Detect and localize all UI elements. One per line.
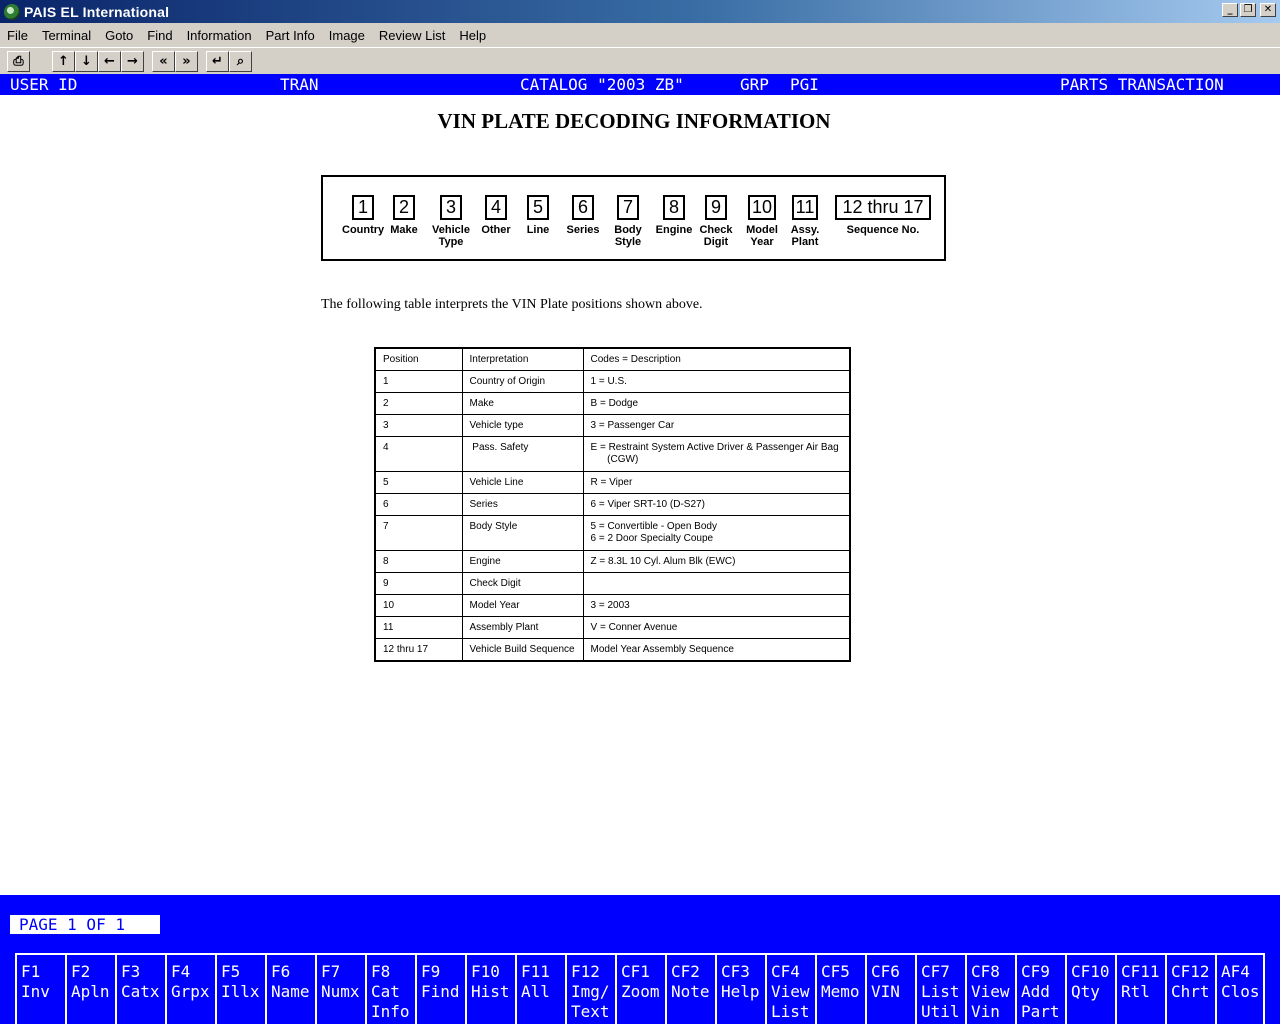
codes-cell: Z = 8.3L 10 Cyl. Alum Blk (EWC)	[583, 551, 850, 573]
table-row	[375, 595, 850, 617]
codes-cell: Model Year Assembly Sequence	[583, 639, 850, 662]
interpretation-cell: Check Digit	[462, 573, 583, 595]
vin-position-label: Other	[481, 224, 511, 236]
interpretation-cell: Vehicle Line	[462, 472, 583, 494]
function-key-area	[0, 895, 1280, 1024]
table-header-row	[375, 348, 850, 371]
vin-position-number: 1	[352, 195, 374, 220]
fkey-cf6-vin[interactable]: CF6 VIN	[865, 953, 915, 1024]
interpretation-cell: Pass. Safety	[462, 437, 583, 472]
arrow-right-icon[interactable]: →	[121, 51, 144, 72]
minimize-icon[interactable]: _	[1222, 3, 1238, 17]
arrow-down-icon[interactable]: ↓	[75, 51, 98, 72]
vin-position-number: 11	[792, 195, 819, 220]
pgi-label: PGI	[790, 75, 819, 94]
vin-position	[523, 195, 553, 236]
status-header	[0, 74, 1280, 95]
menu-file[interactable]: File	[7, 27, 28, 43]
function-key-bar	[15, 953, 1265, 1024]
fkey-f8-cat-info[interactable]: F8 Cat Info	[365, 953, 415, 1024]
codes-cell: 5 = Convertible - Open Body 6 = 2 Door Specialty Coupe	[583, 516, 850, 551]
intro-text: The following table interprets the VIN Plate positions shown above.	[321, 297, 703, 312]
catalog-label: CATALOG "2003 ZB"	[520, 75, 684, 94]
vin-position-number: 12 thru 17	[835, 195, 931, 220]
table-row	[375, 437, 850, 472]
menu-goto[interactable]: Goto	[105, 27, 134, 43]
position-cell: 7	[375, 516, 462, 551]
codes-cell: R = Viper	[583, 472, 850, 494]
codes-cell: 3 = 2003	[583, 595, 850, 617]
interpretation-cell: Country of Origin	[462, 371, 583, 393]
table-row	[375, 516, 850, 551]
codes-cell: 6 = Viper SRT-10 (D-S27)	[583, 494, 850, 516]
interpretation-cell: Vehicle Build Sequence	[462, 639, 583, 662]
arrow-up-icon[interactable]: ↑	[52, 51, 75, 72]
fkey-cf5-memo[interactable]: CF5 Memo	[815, 953, 865, 1024]
vin-position-number: 2	[393, 195, 415, 220]
vin-position-label: Make	[390, 224, 418, 236]
position-cell: 9	[375, 573, 462, 595]
vin-position-label: Assy. Plant	[790, 224, 820, 248]
vin-position-label: Country	[342, 224, 385, 236]
vin-position-number: 10	[748, 195, 776, 220]
toolbar	[0, 47, 1280, 74]
vin-position-number: 4	[485, 195, 507, 220]
close-icon[interactable]: ✕	[1260, 3, 1276, 17]
fkey-cf8-view-vin[interactable]: CF8 View Vin	[965, 953, 1015, 1024]
fkey-f4-grpx[interactable]: F4 Grpx	[165, 953, 215, 1024]
enter-icon[interactable]: ↵	[206, 51, 229, 72]
menu-part-info[interactable]: Part Info	[265, 27, 315, 43]
vin-position	[743, 195, 781, 248]
vin-position-number: 7	[617, 195, 639, 220]
menu-review-list[interactable]: Review List	[378, 27, 446, 43]
vin-position-label: Series	[566, 224, 600, 236]
fkey-f7-numx[interactable]: F7 Numx	[315, 953, 365, 1024]
vin-position	[427, 195, 475, 248]
fkey-f5-illx[interactable]: F5 Illx	[215, 953, 265, 1024]
position-cell: 3	[375, 415, 462, 437]
menu-terminal[interactable]: Terminal	[41, 27, 92, 43]
table-row	[375, 639, 850, 662]
grp-label: GRP	[740, 75, 769, 94]
position-cell: 4	[375, 437, 462, 472]
vin-position	[787, 195, 823, 248]
fkey-cf10-qty[interactable]: CF10 Qty	[1065, 953, 1115, 1024]
fkey-cf7-list-util[interactable]: CF7 List Util	[915, 953, 965, 1024]
fkey-f12-img-text[interactable]: F12 Img/ Text	[565, 953, 615, 1024]
interpretation-cell: Vehicle type	[462, 415, 583, 437]
menu-image[interactable]: Image	[328, 27, 365, 43]
fkey-f11-all[interactable]: F11 All	[515, 953, 565, 1024]
table-row	[375, 551, 850, 573]
position-cell: 1	[375, 371, 462, 393]
vin-position-label: Engine	[655, 224, 693, 236]
column-header: Interpretation	[462, 348, 583, 371]
vin-position-number: 8	[663, 195, 685, 220]
menu-help[interactable]: Help	[459, 27, 487, 43]
vin-position-number: 5	[527, 195, 549, 220]
fkey-f2-apln[interactable]: F2 Apln	[65, 953, 115, 1024]
fkey-f6-name[interactable]: F6 Name	[265, 953, 315, 1024]
vin-position-label: Line	[526, 224, 550, 236]
restore-icon[interactable]: ❐	[1240, 3, 1256, 17]
vin-position-label: Vehicle Type	[432, 224, 470, 248]
vin-position-number: 6	[572, 195, 594, 220]
position-cell: 8	[375, 551, 462, 573]
table-row	[375, 494, 850, 516]
page-back-icon[interactable]: «	[152, 51, 175, 72]
title-bar	[0, 0, 1280, 23]
document-area	[0, 95, 1280, 895]
fkey-cf4-view-list[interactable]: CF4 View List	[765, 953, 815, 1024]
arrow-left-icon[interactable]: ←	[98, 51, 121, 72]
table-row	[375, 617, 850, 639]
interpretation-cell: Engine	[462, 551, 583, 573]
fkey-f3-catx[interactable]: F3 Catx	[115, 953, 165, 1024]
fkey-cf2-note[interactable]: CF2 Note	[665, 953, 715, 1024]
fkey-f9-find[interactable]: F9 Find	[415, 953, 465, 1024]
fkey-cf11-rtl[interactable]: CF11 Rtl	[1115, 953, 1165, 1024]
window-controls	[1222, 3, 1276, 17]
codes-cell: B = Dodge	[583, 393, 850, 415]
page-forward-icon[interactable]: »	[175, 51, 198, 72]
table-row	[375, 472, 850, 494]
position-cell: 5	[375, 472, 462, 494]
page-title: VIN PLATE DECODING INFORMATION	[437, 109, 831, 133]
vin-position-label: Body Style	[614, 224, 642, 248]
interpretation-cell: Assembly Plant	[462, 617, 583, 639]
codes-cell: E = Restraint System Active Driver & Passenger Air Bag (CGW)	[583, 437, 850, 472]
window-title: PAIS EL International	[24, 3, 170, 20]
vin-position-label: Check Digit	[699, 224, 733, 248]
position-cell: 2	[375, 393, 462, 415]
vin-position	[611, 195, 645, 248]
fkey-cf9-add-part[interactable]: CF9 Add Part	[1015, 953, 1065, 1024]
column-header: Position	[375, 348, 462, 371]
search-icon[interactable]: ⌕	[229, 51, 252, 72]
fkey-f10-hist[interactable]: F10 Hist	[465, 953, 515, 1024]
fkey-cf12-chrt[interactable]: CF12 Chrt	[1165, 953, 1215, 1024]
user-id-label: USER ID	[10, 75, 78, 94]
interpretation-cell: Body Style	[462, 516, 583, 551]
vin-decoding-table	[374, 347, 851, 662]
fkey-cf1-zoom[interactable]: CF1 Zoom	[615, 953, 665, 1024]
position-cell: 12 thru 17	[375, 639, 462, 662]
interpretation-cell: Make	[462, 393, 583, 415]
vin-position	[563, 195, 603, 236]
vin-position-label: Sequence No.	[846, 224, 920, 236]
vin-position	[478, 195, 514, 236]
menu-information[interactable]: Information	[186, 27, 252, 43]
table-row	[375, 415, 850, 437]
codes-cell	[583, 573, 850, 595]
codes-cell: 1 = U.S.	[583, 371, 850, 393]
vin-position	[697, 195, 735, 248]
table-row	[375, 393, 850, 415]
interpretation-cell: Model Year	[462, 595, 583, 617]
vin-position-number: 3	[440, 195, 462, 220]
tran-label: TRAN	[280, 75, 319, 94]
page-indicator: PAGE 1 OF 1	[10, 915, 160, 934]
vin-position	[389, 195, 419, 236]
menu-bar	[0, 23, 1280, 47]
vin-position	[835, 195, 931, 236]
column-header: Codes = Description	[583, 348, 850, 371]
parts-transaction-label: PARTS TRANSACTION	[1060, 75, 1224, 94]
vin-position-number: 9	[705, 195, 727, 220]
vin-position-label: Model Year	[746, 224, 778, 248]
table-row	[375, 371, 850, 393]
print-icon[interactable]: ⎙	[7, 51, 30, 72]
position-cell: 11	[375, 617, 462, 639]
vin-position	[651, 195, 697, 236]
position-cell: 6	[375, 494, 462, 516]
fkey-cf3-help[interactable]: CF3 Help	[715, 953, 765, 1024]
interpretation-cell: Series	[462, 494, 583, 516]
menu-find[interactable]: Find	[147, 27, 173, 43]
codes-cell: 3 = Passenger Car	[583, 415, 850, 437]
position-cell: 10	[375, 595, 462, 617]
app-globe-icon	[4, 4, 20, 20]
vin-plate-diagram	[321, 175, 946, 261]
fkey-f1-inv[interactable]: F1 Inv	[15, 953, 65, 1024]
table-row	[375, 573, 850, 595]
codes-cell: V = Conner Avenue	[583, 617, 850, 639]
vin-position	[342, 195, 384, 236]
fkey-af4-clos[interactable]: AF4 Clos	[1215, 953, 1265, 1024]
